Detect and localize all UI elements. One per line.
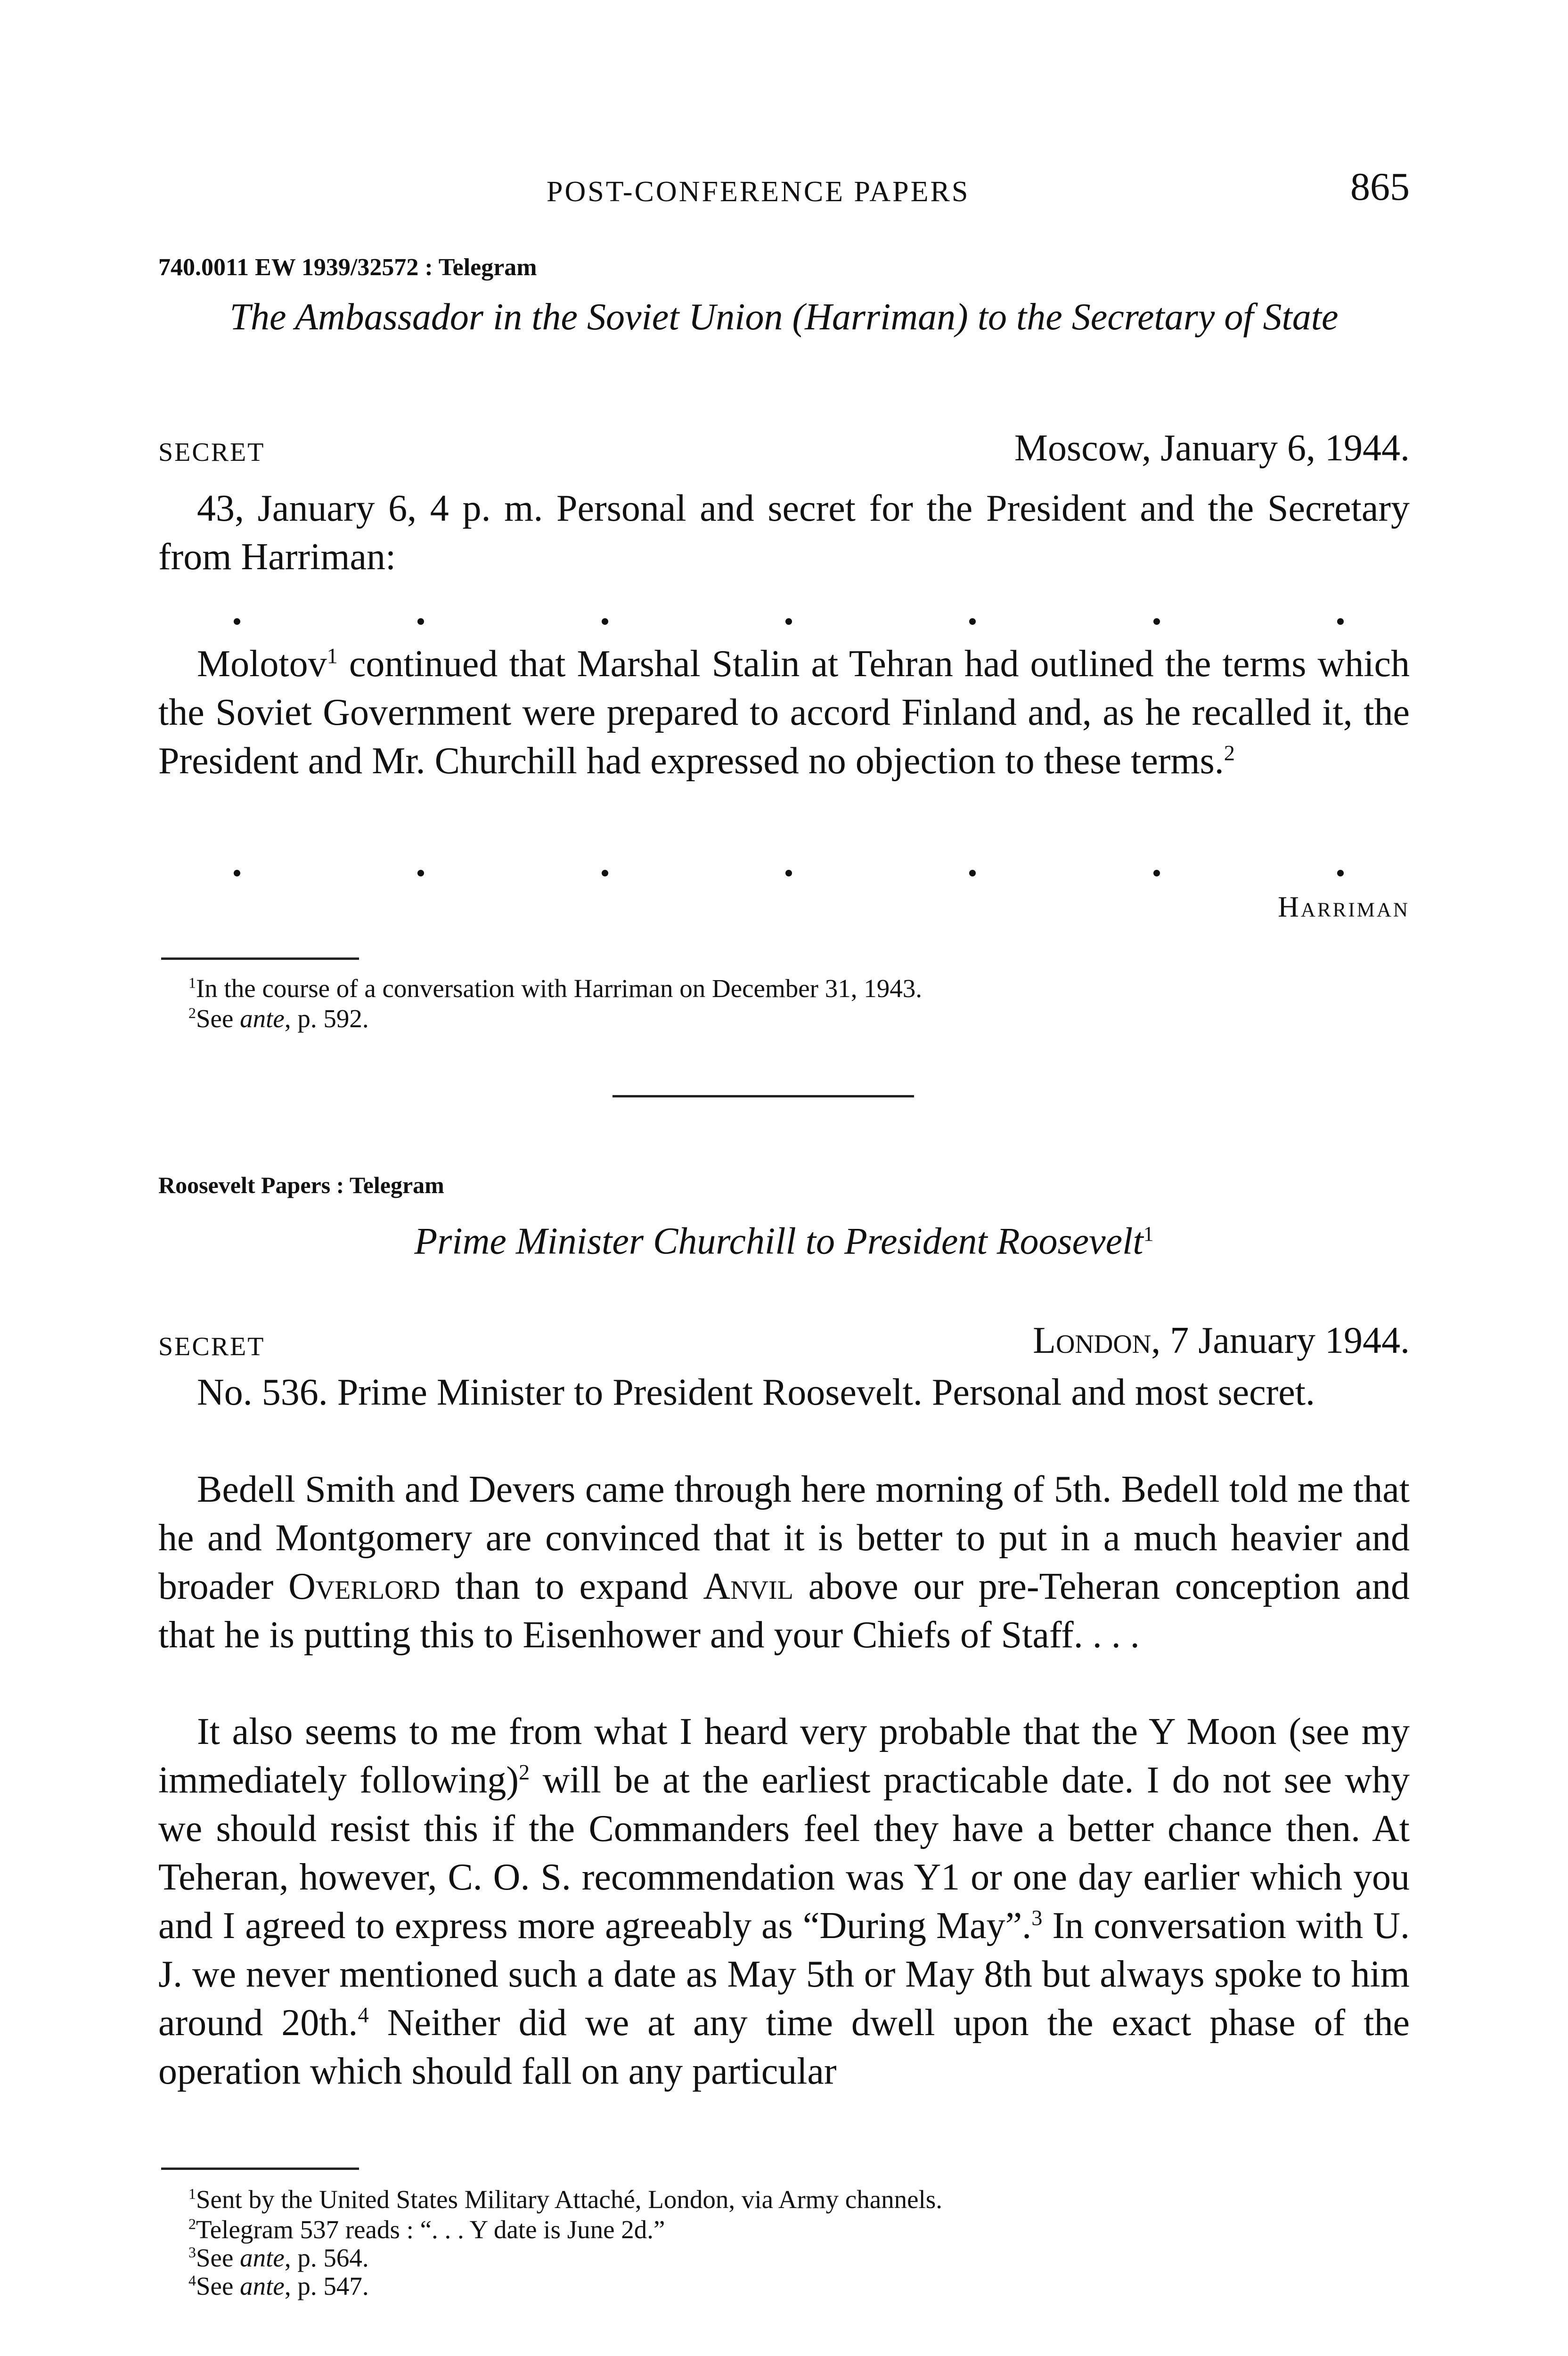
ellipsis-dot xyxy=(234,870,240,876)
footnote-text: Sent by the United States Military Attaché, London, via Army channels. xyxy=(196,2185,942,2214)
footnote-text: See xyxy=(196,1004,240,1033)
ellipsis-dot xyxy=(234,618,240,625)
running-head: POST-CONFERENCE PAPERS xyxy=(547,176,970,208)
footnote xyxy=(188,973,922,1004)
dateline xyxy=(1033,1319,1410,1362)
ellipsis-dot xyxy=(785,870,792,876)
ellipsis-dot xyxy=(417,618,424,625)
footnote-text: , p. 564. xyxy=(284,2243,369,2272)
footnote-rule xyxy=(161,957,359,960)
ellipsis-dot xyxy=(1153,618,1160,625)
section-divider xyxy=(612,1095,914,1097)
file-number: 740.0011 EW 1939/32572 : Telegram xyxy=(158,254,537,281)
footnote-text: See xyxy=(196,2243,240,2272)
footnote-text: , p. 547. xyxy=(284,2272,369,2300)
text-run: than to expand xyxy=(440,1566,703,1607)
footnote-italic: ante xyxy=(240,1004,285,1033)
text-run: Bedell Smith and Devers came through here morning of 5th. Bedell told me that he and Montgomery are convinced that it is better to put in a much heavier and broader xyxy=(158,1469,1410,1607)
footnote-number: 1 xyxy=(188,2185,196,2202)
ellipsis-dot xyxy=(969,870,976,876)
footnote-text: See xyxy=(196,2272,240,2300)
text-run: In conversation with U. J. we never mentioned such a date as May 5th or May 8th but always spoke to him around 20th. xyxy=(158,1905,1410,2044)
classification-label: SECRET xyxy=(158,1332,265,1361)
footnote-italic: ante xyxy=(240,2272,285,2300)
footnote-number: 3 xyxy=(188,2244,196,2261)
title-text: Prime Minister Churchill to President Roosevelt xyxy=(414,1220,1143,1262)
dateline-city: London xyxy=(1033,1320,1152,1361)
footnote-number: 1 xyxy=(188,974,196,991)
ellipsis-row xyxy=(158,618,1410,625)
text-run: continued that Marshal Stalin at Tehran had outlined the terms which the Soviet Government were prepared to accord Finland and, as he recalled it, the President and Mr. Churchill had expressed no objection to these terms. xyxy=(158,643,1410,782)
body-paragraph xyxy=(158,1465,1410,1660)
footnote-rule xyxy=(161,2168,359,2170)
ellipsis-dot xyxy=(417,870,424,876)
text-run: Neither did we at any time dwell upon the exact phase of the operation which should fall on any particular xyxy=(158,2002,1410,2092)
page-number: 865 xyxy=(1350,165,1410,209)
ellipsis-dot xyxy=(602,870,608,876)
footnote xyxy=(188,2184,942,2215)
footnote-ref: 3 xyxy=(1031,1906,1043,1931)
document-title: The Ambassador in the Soviet Union (Harriman) to the Secretary of State xyxy=(229,296,1339,338)
footnote xyxy=(188,2271,369,2301)
footnote-ref: 4 xyxy=(358,2003,369,2028)
text-run: will be at the earliest practicable date. I do not see why we should resist this if the Commanders feel they have a better chance then. At Teheran, however, C. O. S. recommendation was Y1 or one day earlier which you and I agreed to express more agreeably as “During May”. xyxy=(158,1759,1410,1947)
ellipsis-dot xyxy=(1337,618,1344,625)
footnote-number: 2 xyxy=(188,1005,196,1022)
ellipsis-dot xyxy=(969,618,976,625)
text-run: Molotov xyxy=(197,643,327,685)
dateline: Moscow, January 6, 1944. xyxy=(1014,427,1410,469)
signature: Harriman xyxy=(1278,891,1410,923)
telegram-intro-paragraph: No. 536. Prime Minister to President Roosevelt. Personal and most secret. xyxy=(197,1372,1315,1413)
footnote-ref: 1 xyxy=(327,644,338,669)
footnote-number: 4 xyxy=(188,2272,196,2289)
ellipsis-dot xyxy=(602,618,608,625)
body-paragraph xyxy=(158,640,1410,785)
footnote-number: 2 xyxy=(188,2216,196,2233)
dateline-date: , 7 January 1944. xyxy=(1151,1320,1410,1361)
footnote-ref: 1 xyxy=(1143,1222,1154,1245)
ellipsis-row xyxy=(158,870,1410,876)
footnote xyxy=(188,1004,369,1034)
ellipsis-dot xyxy=(785,618,792,625)
footnote-text: , p. 592. xyxy=(284,1004,369,1033)
text-run: It also seems to me from what I heard very probable that the Y Moon (see my immediately following) xyxy=(158,1711,1410,1801)
operation-name: Anvil xyxy=(703,1566,793,1607)
classification-label: SECRET xyxy=(158,438,265,467)
text-run: above our pre-Teheran conception and that he is putting this to Eisenhower and your Chiefs of Staff. . . . xyxy=(158,1566,1410,1656)
document-title xyxy=(158,1210,1410,1266)
footnote-ref: 2 xyxy=(1224,741,1235,766)
ellipsis-dot xyxy=(1153,870,1160,876)
footnote xyxy=(188,2215,665,2245)
footnote-ref: 2 xyxy=(519,1760,530,1785)
operation-name: Overlord xyxy=(288,1566,441,1607)
footnote xyxy=(188,2243,369,2273)
footnote-text: In the course of a conversation with Harriman on December 31, 1943. xyxy=(196,974,922,1003)
telegram-intro-paragraph: 43, January 6, 4 p. m. Personal and secret for the President and the Secretary from Harriman: xyxy=(158,488,1410,578)
footnote-italic: ante xyxy=(240,2243,285,2272)
footnote-text: Telegram 537 reads : “. . . Y date is June 2d.” xyxy=(196,2215,665,2244)
source-label: Roosevelt Papers : Telegram xyxy=(158,1172,444,1198)
ellipsis-dot xyxy=(1337,870,1344,876)
body-paragraph xyxy=(158,1708,1410,2096)
